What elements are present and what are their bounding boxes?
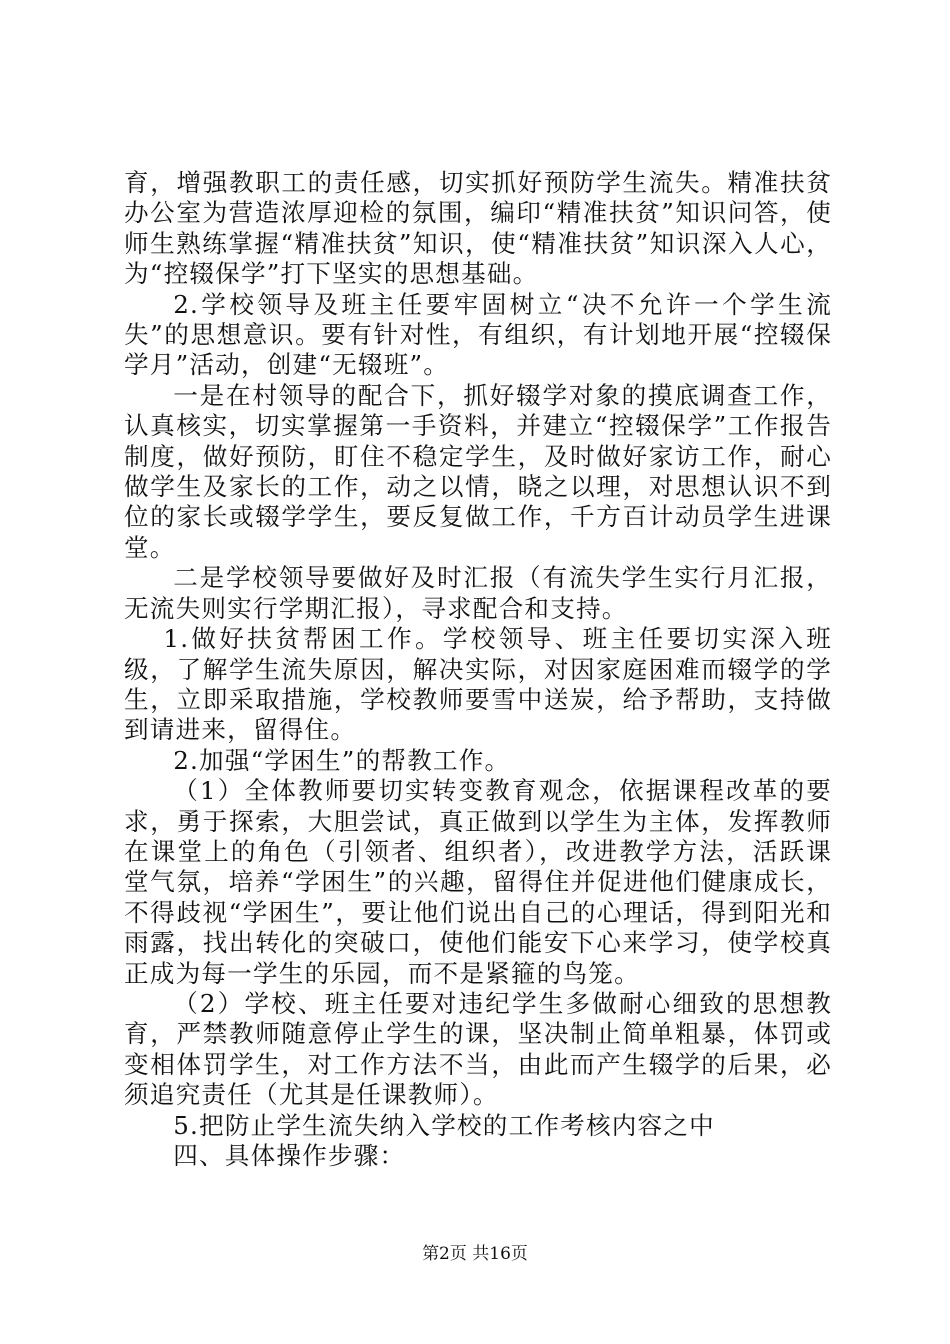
paragraph: 二是学校领导要做好及时汇报（有流失学生实行月汇报，无流失则实行学期汇报），寻求配合和支持。 [124,563,832,623]
page-footer [0,1244,950,1264]
paragraph: 2.学校领导及班主任要牢固树立“决不允许一个学生流失”的思想意识。要有针对性，有组织，有计划地开展“控辍保学月”活动，创建“无辍班”。 [124,289,832,380]
paragraph: 5.把防止学生流失纳入学校的工作考核内容之中 [173,1110,715,1140]
document-body [124,168,832,1171]
paragraph: 四、具体操作步骤： [173,1141,406,1170]
paragraph: 一是在村领导的配合下，抓好辍学对象的摸底调查工作，认真核实，切实掌握第一手资料，并建立“控辍保学”工作报告制度，做好预防，盯住不稳定学生，及时做好家访工作，耐心做学生及家长的工作，动之以情，晓之以理，对思想认识不到位的家长或辍学学生，要反复做工作，千方百计动员学生进课堂。 [124,380,832,562]
page-number-label: 第2页 共16页 [422,1244,528,1264]
paragraph: （2）学校、班主任要对违纪学生多做耐心细致的思想教育，严禁教师随意停止学生的课，坚决制止简单粗暴，体罚或变相体罚学生，对工作方法不当，由此而产生辍学的后果，必须追究责任（尤其是任课教师）。 [124,988,832,1110]
paragraph: （1）全体教师要切实转变教育观念，依据课程改革的要求，勇于探索，大胆尝试，真正做到以学生为主体，发挥教师在课堂上的角色（引领者、组织者），改进教学方法，活跃课堂气氛，培养“学困生”的兴趣，留得住并促进他们健康成长，不得歧视“学困生”，要让他们说出自己的心理话，得到阳光和雨露，找出转化的突破口，使他们能安下心来学习，使学校真正成为每一学生的乐园，而不是紧箍的鸟笼。 [124,776,832,988]
paragraph: 2.加强“学困生”的帮教工作。 [173,745,511,775]
paragraph: 育，增强教职工的责任感，切实抓好预防学生流失。精准扶贫办公室为营造浓厚迎检的氛围，编印“精准扶贫”知识问答，使师生熟练掌握“精准扶贫”知识，使“精准扶贫”知识深入人心，为“控辍保学”打下坚实的思想基础。 [124,168,832,289]
paragraph: 1.做好扶贫帮困工作。学校领导、班主任要切实深入班级，了解学生流失原因，解决实际，对因家庭困难而辍学的学生，立即采取措施，学校教师要雪中送炭，给予帮助，支持做到请进来，留得住。 [124,624,832,745]
